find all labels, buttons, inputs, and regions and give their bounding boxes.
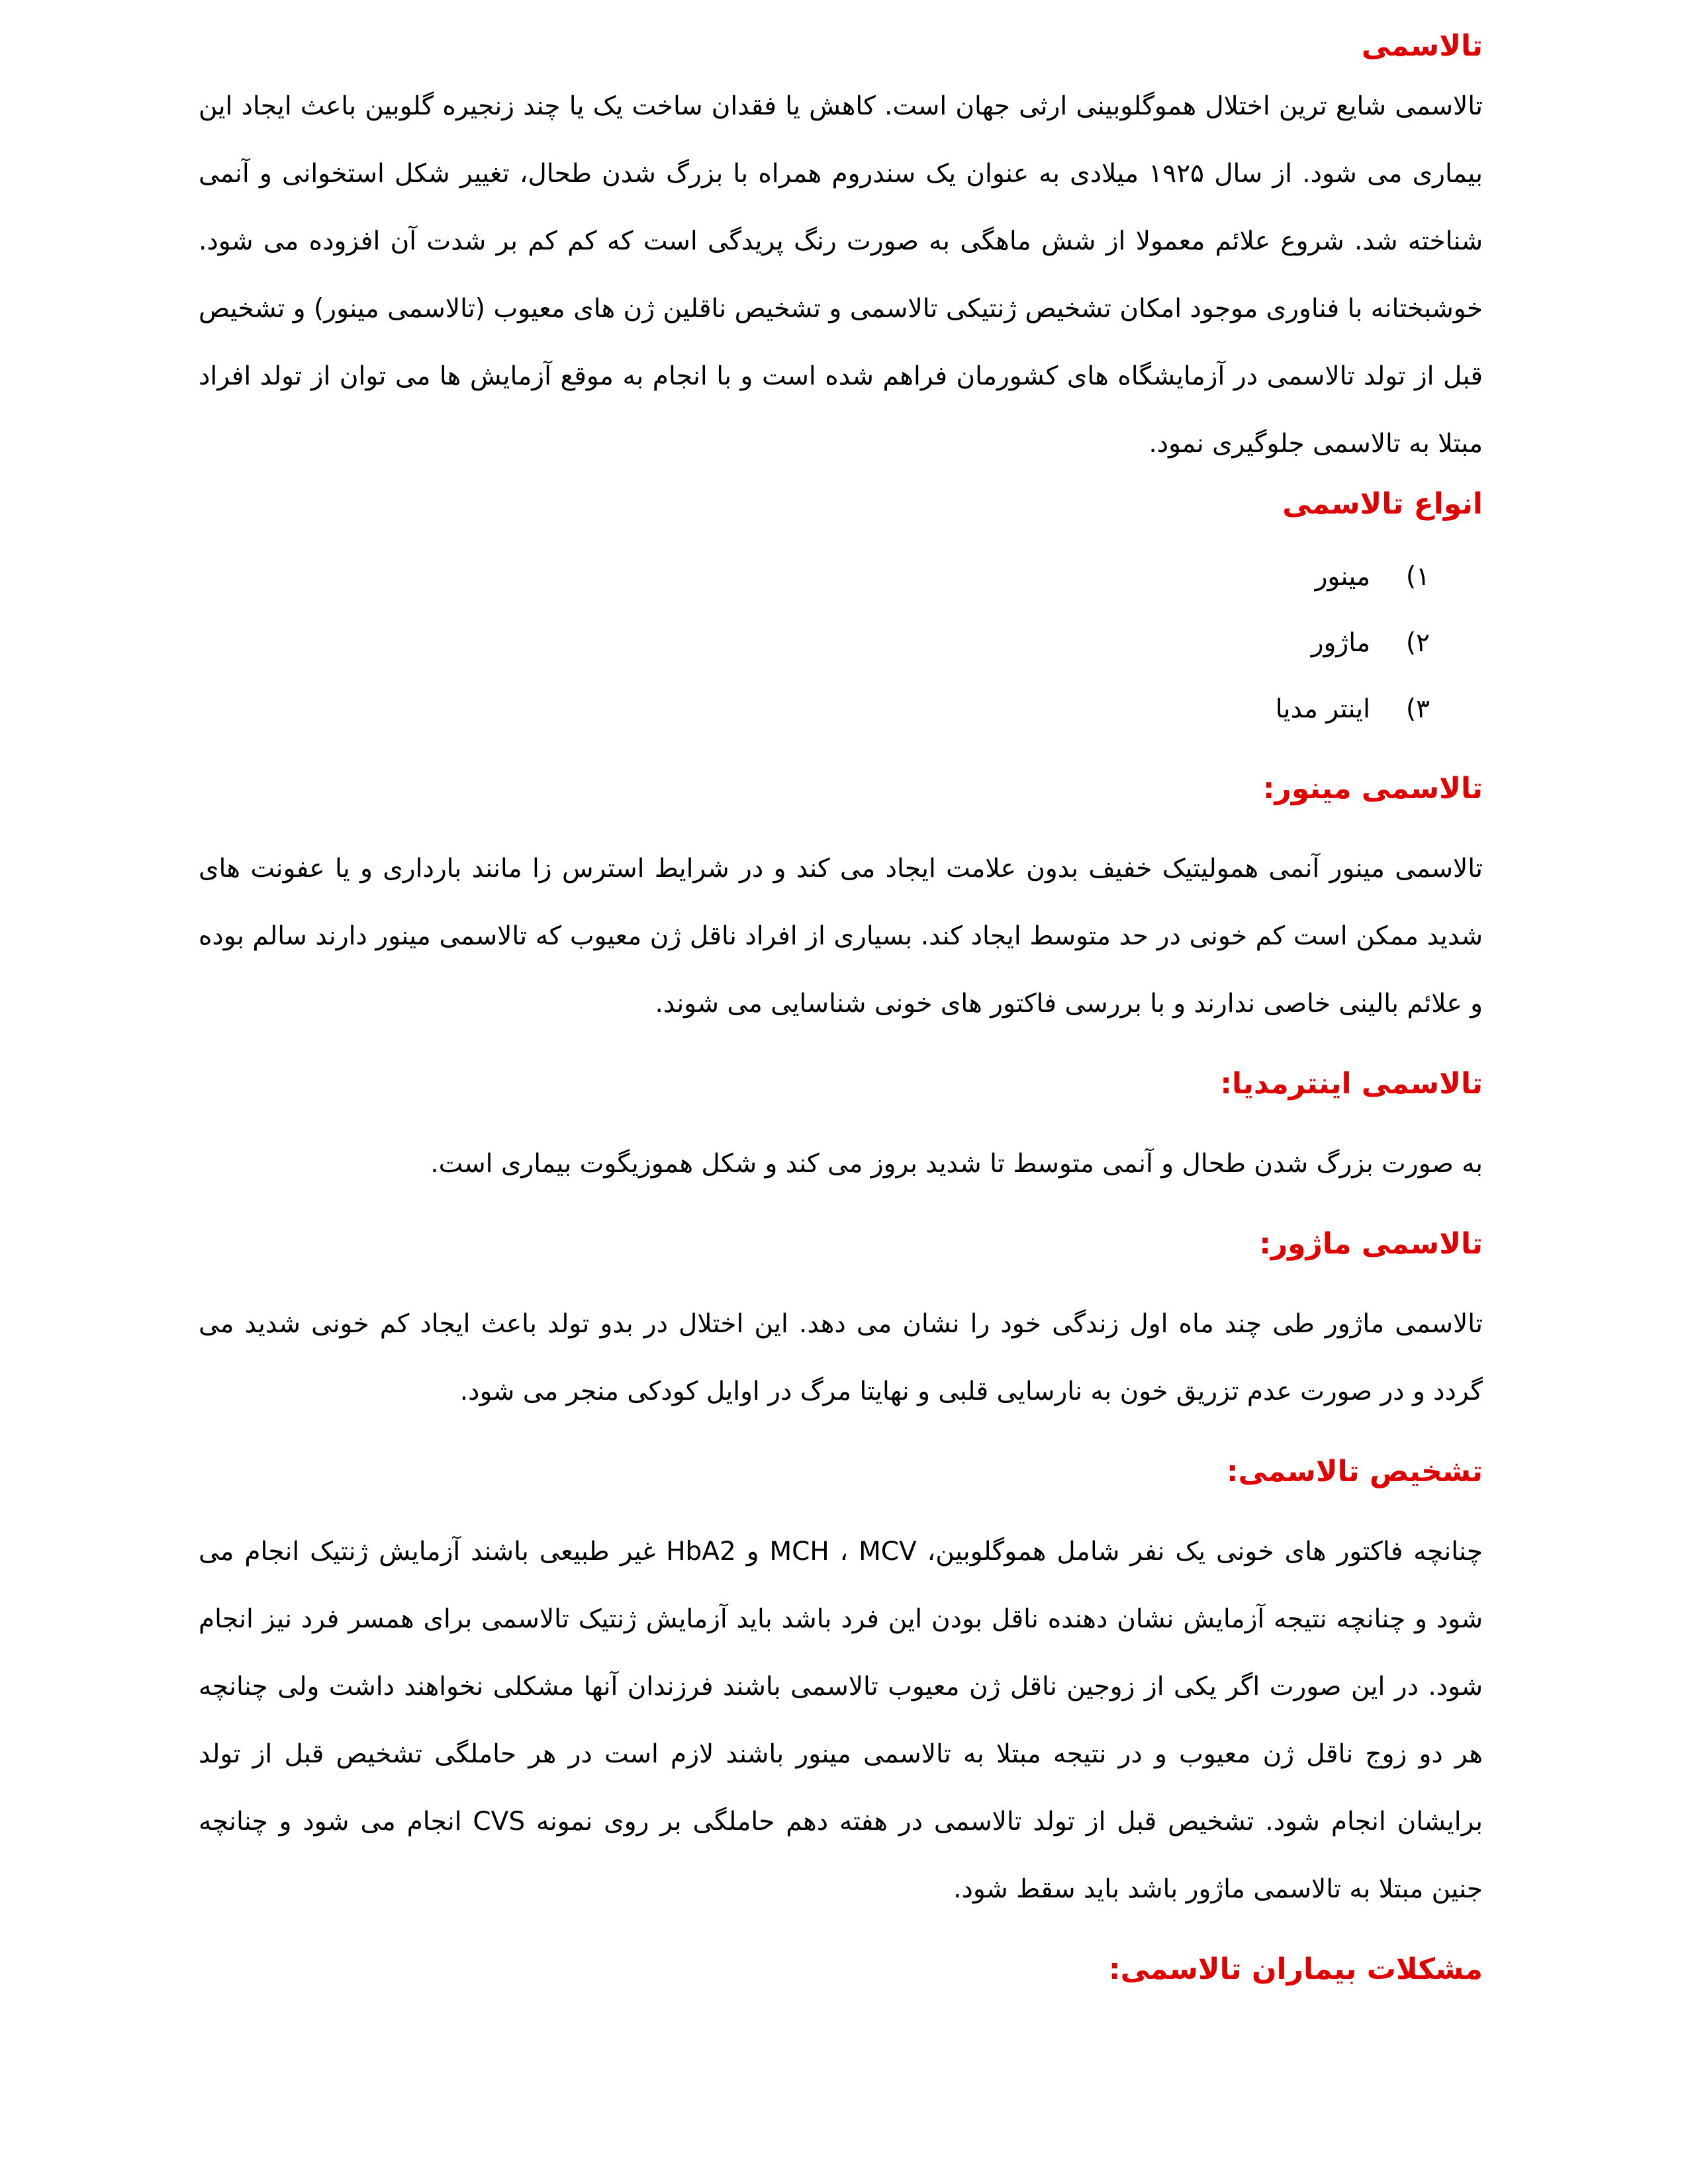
spacer xyxy=(199,743,1483,762)
list-item-number: ۳) xyxy=(1405,694,1430,724)
section-heading-diagnosis: تشخیص تالاسمی: xyxy=(1227,1455,1483,1488)
spacer xyxy=(199,1198,1483,1218)
spacer xyxy=(199,1271,1483,1291)
section-paragraph-major: تالاسمی ماژور طی چند ماه اول زندگی خود را نشان می دهد. این اختلال در بدو تولد باعث ایجاد کم خونی شدید می گردد و در صورت عدم تزریق خون به نارسایی قلبی و نهایتا مرگ در اوایل کودکی منجر می شود. xyxy=(199,1309,1483,1406)
list-item-label: ماژور xyxy=(1311,628,1370,658)
list-item xyxy=(199,610,1430,676)
section-heading-minor: تالاسمی مینور: xyxy=(1262,772,1483,805)
section-paragraph-diagnosis: چنانچه فاکتور های خونی یک نفر شامل هموگلوبین، MCH ، MCV و HbA2 غیر طبیعی باشند آزمایش ژنتیک انجام می شود و چنانچه نتیجه آزمایش نشان دهنده ناقل بودن این فرد باشد باید آزمایش ژنتیک تالاسمی برای همسر فرد نیز انجام شود. در این صورت اگر یکی از زوجین ناقل ژن معیوب تالاسمی باشند فرزندان آنها مشکلی نخواهند داشت ولی چنانچه هر دو زوج ناقل ژن معیوب و در نتیجه مبتلا به تالاسمی مینور باشند لازم است در هر حاملگی تشخیص قبل از تولد برایشان انجام شود. تشخیص قبل از تولد تالاسمی در هفته دهم حاملگی بر روی نمونه CVS انجام می شود و چنانچه جنین مبتلا به تالاسمی ماژور باشد باید سقط شود. xyxy=(199,1537,1483,1904)
section-heading-intermedia: تالاسمی اینترمدیا: xyxy=(1220,1067,1483,1101)
spacer xyxy=(199,1923,1483,1943)
list-item-number: ۲) xyxy=(1405,628,1430,658)
section-paragraph-intermedia: به صورت بزرگ شدن طحال و آنمی متوسط تا شدید بروز می کند و شکل هموزیگوت بیماری است. xyxy=(430,1149,1483,1179)
section-heading-types: انواع تالاسمی xyxy=(1282,487,1483,521)
spacer xyxy=(199,815,1483,835)
section-paragraph-thalassemia: تالاسمی شایع ترین اختلال هموگلوبینی ارثی جهان است. کاهش یا فقدان ساخت یک یا چند زنجیره گلوبین باعث ایجاد این بیماری می شود. از سال ۱۹۲۵ میلادی به عنوان یک سندروم همراه با بزرگ شدن طحال، تغییر شکل استخوانی و آنمی شناخته شد. شروع علائم معمولا از شش ماهگی به صورت رنگ پریدگی است که کم کم بر شدت آن افزوده می شود. خوشبختانه با فناوری موجود امکان تشخیص ژنتیکی تالاسمی و تشخیص ناقلین ژن های معیوب (تالاسمی مینور) و تشخیص قبل از تولد تالاسمی در آزمایشگاه های کشورمان فراهم شده است و با انجام به موقع آزمایش ها می توان از تولد افراد مبتلا به تالاسمی جلوگیری نمود. xyxy=(199,91,1483,459)
spacer xyxy=(199,1111,1483,1130)
list-item xyxy=(199,676,1430,743)
section-heading-problems: مشکلات بیماران تالاسمی: xyxy=(1108,1952,1483,1986)
spacer xyxy=(199,1426,1483,1445)
list-item-label: اینتر مدیا xyxy=(1275,694,1370,724)
section-paragraph-minor: تالاسمی مینور آنمی همولیتیک خفیف بدون علامت ایجاد می کند و در شرایط استرس زا مانند بارداری و یا عفونت های شدید ممکن است کم خونی در حد متوسط ایجاد کند. بسیاری از افراد ناقل ژن معیوب که تالاسمی مینور دارند سالم بوده و علائم بالینی خاصی ندارند و با بررسی فاکتور های خونی شناسایی می شوند. xyxy=(199,854,1483,1019)
section-heading-thalassemia: تالاسمی xyxy=(1361,29,1483,63)
spacer xyxy=(199,1498,1483,1518)
document-page xyxy=(199,20,1483,1996)
types-list xyxy=(199,544,1483,743)
list-item-label: مینور xyxy=(1315,562,1370,592)
section-heading-major: تالاسمی ماژور: xyxy=(1259,1227,1483,1261)
list-item xyxy=(199,544,1430,610)
spacer xyxy=(199,1038,1483,1058)
list-item-number: ۱) xyxy=(1405,562,1430,592)
